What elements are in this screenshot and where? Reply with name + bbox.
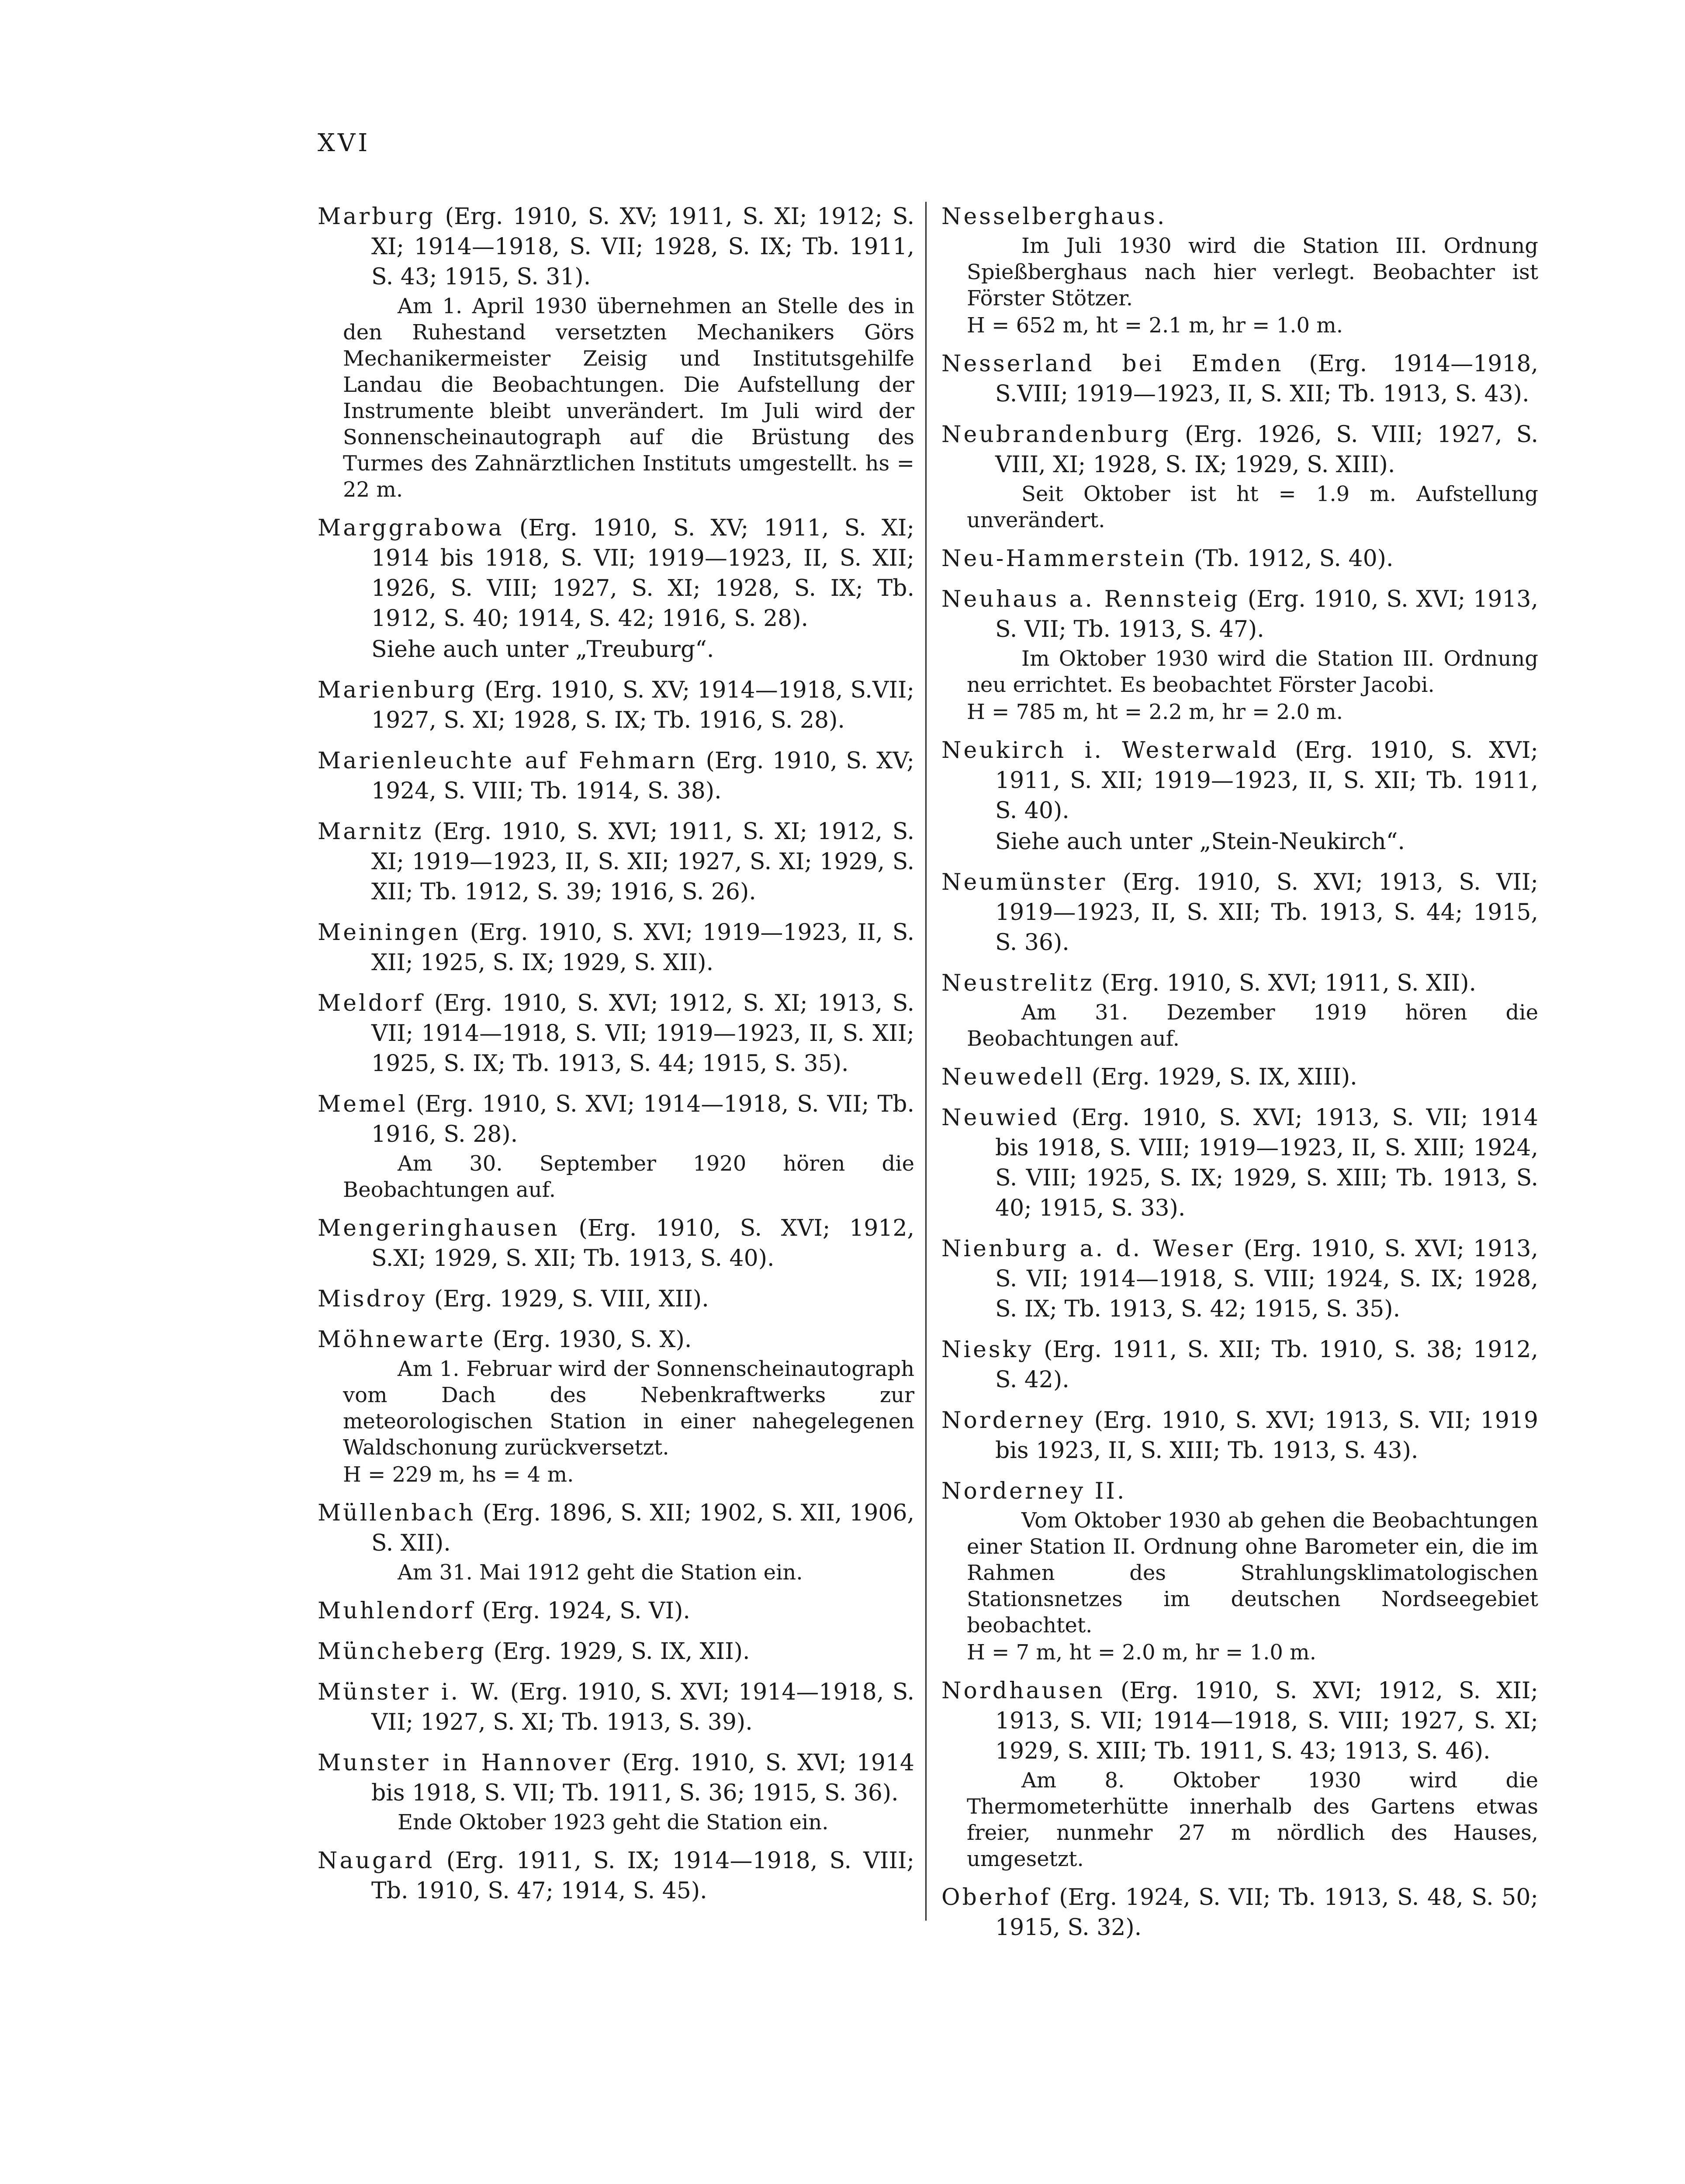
index-entry (318, 675, 914, 736)
entry-references: (Erg. 1910, S. XVI; 1913, S. VII; 1919 bis 1923, II, S. XIII; Tb. 1913, S. 43). (995, 1407, 1538, 1464)
entry-see-also: Siehe auch unter „Treuburg“. (371, 636, 714, 663)
entry-references: (Erg. 1910, S. XVI; 1913, S. VII; 1919—1923, II, S. XII; Tb. 1913, S. 44; 1915, S. 36). (995, 869, 1538, 956)
entry-references: (Erg. 1896, S. XII; 1902, S. XII, 1906, S. XII). (371, 1500, 914, 1556)
station-name: Marienburg (318, 677, 477, 703)
index-entry (318, 918, 914, 978)
entry-note: Am 8. Oktober 1930 wird die Thermometerhütte innerhalb des Gartens etwas freier, nunmehr 27 m nördlich des Hauses, umgesetzt. (967, 1768, 1538, 1871)
entry-note: Ende Oktober 1923 geht die Station ein. (398, 1810, 829, 1835)
entry-references: (Erg. 1930, S. X). (485, 1327, 692, 1353)
page-number: XVI (318, 129, 370, 157)
index-entry (941, 1676, 1538, 1872)
entry-references: (Erg. 1910, S. XVI; 1913, S. VII; 1914 bis 1918, S. VIII; 1919—1923, II, S. XIII; 1924, S. VIII; 1925, S. IX; 1929, S. XIII; Tb. 1913, S. 40; 1915, S. 33). (995, 1105, 1538, 1221)
entry-references: (Erg. 1910, S. XVI; 1913, S. VII; 1914—1918, S. VIII; 1924, S. IX; 1928, S. IX; Tb. 1913, S. 42; 1915, S. 35). (995, 1236, 1538, 1322)
index-entry (941, 544, 1538, 574)
entry-references: (Erg. 1911, S. IX; 1914—1918, S. VIII; Tb. 1910, S. 47; 1914, S. 45). (371, 1848, 914, 1904)
entry-references: (Erg. 1929, S. VIII, XII). (427, 1286, 709, 1312)
entry-references: (Erg. 1910, S. XV; 1911, S. XI; 1914 bis 1918, S. VII; 1919—1923, II, S. XII; 1926, S. VIII; 1927, S. XI; 1928, S. IX; Tb. 1912, S. 40; 1914, S. 42; 1916, S. 28). (371, 515, 914, 632)
entry-references: (Erg. 1910, S. XVI; 1912, S. XII; 1913, S. VII; 1914—1918, S. VIII; 1927, S. XI; 1929, S. XIII; Tb. 1911, S. 43; 1913, S. 46). (995, 1678, 1538, 1764)
station-name: Nienburg a. d. Weser (941, 1236, 1235, 1262)
index-entry (941, 1476, 1538, 1666)
station-name: Neubrandenburg (941, 422, 1171, 448)
entry-note: Im Oktober 1930 wird die Station III. Ordnung neu errichtet. Es beobachtet Förster Jacobi. (967, 646, 1538, 697)
entry-references: (Erg. 1911, S. XII; Tb. 1910, S. 38; 1912, S. 42). (995, 1337, 1538, 1393)
index-entry (318, 1284, 914, 1314)
index-entry (941, 584, 1538, 725)
entry-references: (Erg. 1910, S. XV; 1914—1918, S.VII; 1927, S. XI; 1928, S. IX; Tb. 1916, S. 28). (371, 677, 914, 733)
station-name: Neustrelitz (941, 970, 1094, 996)
index-entry (941, 1062, 1538, 1092)
index-entry (941, 1234, 1538, 1324)
index-entry (318, 1596, 914, 1626)
entry-references: (Erg. 1910, S. XVI; 1912, S. XI; 1913, S. VII; 1914—1918, S. VII; 1919—1923, II, S. XII; 1925, S. IX; Tb. 1913, S. 44; 1915, S. 35). (371, 990, 914, 1077)
entry-references: (Erg. 1910, S. XV; 1924, S. VIII; Tb. 1914, S. 38). (371, 748, 915, 804)
station-name: Marggrabowa (318, 515, 504, 541)
station-name: Neumünster (941, 869, 1107, 895)
entry-references: (Erg. 1910, S. XV; 1911, S. XI; 1912; S. XI; 1914—1918, S. VII; 1928, S. IX; Tb. 1911, S. 43; 1915, S. 31). (371, 204, 914, 290)
entry-note: Am 30. September 1920 hören die Beobachtungen auf. (343, 1151, 914, 1202)
index-entry (318, 513, 914, 665)
entry-measurements: H = 785 m, ht = 2.2 m, hr = 2.0 m. (967, 700, 1343, 724)
station-name: Muhlendorf (318, 1598, 475, 1624)
index-entry (941, 420, 1538, 533)
entry-measurements: H = 7 m, ht = 2.0 m, hr = 1.0 m. (967, 1640, 1316, 1665)
index-entry (941, 349, 1538, 409)
entry-note: Seit Oktober ist ht = 1.9 m. Aufstellung unverändert. (967, 482, 1538, 532)
station-name: Müllenbach (318, 1500, 476, 1526)
station-name: Nesserland bei Emden (941, 351, 1284, 377)
entry-references: (Erg. 1929, S. IX, XIII). (1084, 1064, 1357, 1090)
index-entry (318, 1089, 914, 1203)
station-name: Neuhaus a. Rennsteig (941, 586, 1240, 612)
entry-note: Am 31. Dezember 1919 hören die Beobachtungen auf. (967, 1000, 1538, 1051)
station-name: Naugard (318, 1848, 435, 1874)
station-name: Marburg (318, 204, 436, 230)
index-entry (941, 1335, 1538, 1395)
entry-references: (Erg. 1914—1918, S.VIII; 1919—1923, II, S. XII; Tb. 1913, S. 43). (995, 351, 1538, 407)
index-entry (941, 1883, 1538, 1943)
station-name: Müncheberg (318, 1638, 486, 1665)
index-entry (318, 1846, 914, 1906)
entry-note: Am 31. Mai 1912 geht die Station ein. (398, 1560, 803, 1585)
entry-references: (Erg. 1924, S. VI). (474, 1598, 690, 1624)
entry-see-also: Siehe auch unter „Stein-Neukirch“. (995, 829, 1405, 855)
station-name: Norderney (941, 1407, 1086, 1434)
index-entry (318, 1498, 914, 1586)
station-name: Munster in Hannover (318, 1750, 612, 1776)
entry-references: (Erg. 1929, S. IX, XII). (486, 1638, 750, 1665)
entry-note: Im Juli 1930 wird die Station III. Ordnung Spießberghaus nach hier verlegt. Beobachter ist Förster Stötzer. (967, 234, 1538, 311)
entry-note: Vom Oktober 1930 ab gehen die Beobachtungen einer Station II. Ordnung ohne Barometer ein, die im Rahmen des Strahlungsklimatologischen Stationsnetzes im deutschen Nordseegebiet beobachtet. (967, 1508, 1538, 1638)
station-name: Neu-Hammerstein (941, 546, 1187, 572)
station-name: Neuwied (941, 1105, 1059, 1131)
index-entry (318, 202, 914, 503)
station-name: Norderney II. (941, 1478, 1127, 1504)
station-name: Memel (318, 1091, 408, 1117)
station-name: Münster i. W. (318, 1679, 502, 1705)
station-name: Nordhausen (941, 1678, 1105, 1704)
entry-note: Am 1. April 1930 übernehmen an Stelle des in den Ruhestand versetzten Mechanikers Görs Mechanikermeister Zeisig und Institutsgehilfe Landau die Beobachtungen. Die Aufstellung der Instrumente bleibt unverändert. Im Juli wird der Sonnenscheinautograph auf die Brüstung des Turmes des Zahnärztlichen Instituts umgestellt. hs = 22 m. (343, 294, 914, 502)
entry-references: (Erg. 1910, S. XVI; 1911, S. XII). (1094, 970, 1477, 996)
entry-references: (Erg. 1910, S. XVI; 1914 bis 1918, S. VII; Tb. 1911, S. 36; 1915, S. 36). (371, 1750, 915, 1806)
entry-references: (Erg. 1926, S. VIII; 1927, S. VIII, XI; 1928, S. IX; 1929, S. XIII). (995, 422, 1538, 478)
entry-references: (Erg. 1910, S. XVI; 1914—1918, S. VII; 1927, S. XI; Tb. 1913, S. 39). (371, 1679, 914, 1735)
entry-references: (Erg. 1910, S. XVI; 1911, S. XII; 1919—1923, II, S. XII; Tb. 1911, S. 40). (995, 737, 1539, 824)
index-entry (941, 1103, 1538, 1223)
station-name: Möhnewarte (318, 1327, 486, 1353)
entry-references: (Erg. 1910, S. XVI; 1911, S. XI; 1912, S. XI; 1919—1923, II, S. XII; 1927, S. XI; 1929, S. XII; Tb. 1912, S. 39; 1916, S. 26). (371, 819, 914, 905)
entry-measurements: H = 652 m, ht = 2.1 m, hr = 1.0 m. (967, 313, 1343, 338)
right-column (941, 202, 1538, 1953)
index-entry (318, 1325, 914, 1488)
station-name: Marienleuchte auf Fehmarn (318, 748, 698, 774)
entry-references: (Tb. 1912, S. 40). (1187, 546, 1394, 572)
entry-references: (Erg. 1924, S. VII; Tb. 1913, S. 48, S. 50; 1915, S. 32). (995, 1884, 1538, 1941)
index-entry (318, 1213, 914, 1274)
index-entry (318, 988, 914, 1079)
left-column (318, 202, 914, 1917)
station-name: Mengeringhausen (318, 1215, 560, 1241)
index-entry (318, 1748, 914, 1835)
index-entry (941, 202, 1538, 339)
entry-references: (Erg. 1910, S. XVI; 1912, S.XI; 1929, S. XII; Tb. 1913, S. 40). (371, 1215, 914, 1272)
station-name: Misdroy (318, 1286, 427, 1312)
index-entry (941, 968, 1538, 1052)
entry-references: (Erg. 1910, S. XVI; 1913, S. VII; Tb. 1913, S. 47). (995, 586, 1538, 643)
entry-measurements: H = 229 m, hs = 4 m. (343, 1462, 574, 1487)
entry-references: (Erg. 1910, S. XVI; 1919—1923, II, S. XII; 1925, S. IX; 1929, S. XII). (371, 919, 914, 976)
index-entry (318, 817, 914, 907)
column-divider (925, 202, 927, 1921)
index-entry (941, 736, 1538, 857)
station-name: Niesky (941, 1337, 1034, 1363)
station-name: Meiningen (318, 919, 460, 946)
index-entry (318, 1637, 914, 1667)
station-name: Neukirch i. Westerwald (941, 737, 1279, 764)
station-name: Neuwedell (941, 1064, 1085, 1090)
entry-references: (Erg. 1910, S. XVI; 1914—1918, S. VII; Tb. 1916, S. 28). (371, 1091, 914, 1147)
station-name: Oberhof (941, 1884, 1051, 1911)
index-entry (318, 746, 914, 806)
station-name: Marnitz (318, 819, 424, 845)
station-name: Nesselberghaus. (941, 204, 1167, 230)
index-entry (941, 867, 1538, 958)
index-entry (941, 1406, 1538, 1466)
index-entry (318, 1677, 914, 1738)
station-name: Meldorf (318, 990, 425, 1016)
entry-note: Am 1. Februar wird der Sonnenscheinautograph vom Dach des Nebenkraftwerks zur meteorologischen Station in einer nahegelegenen Waldschonung zurückversetzt. (343, 1357, 914, 1460)
